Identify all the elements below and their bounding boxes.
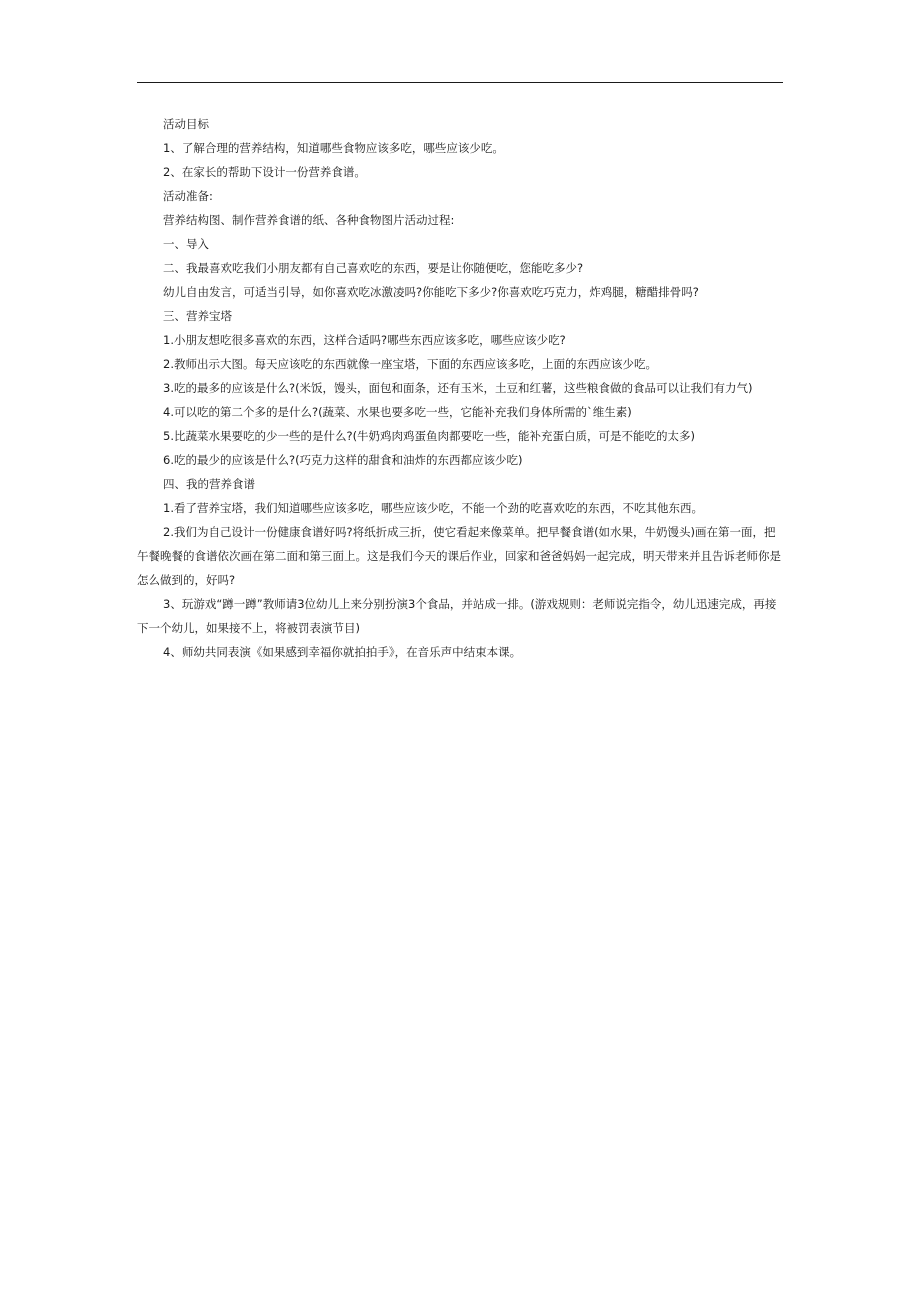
pagoda-item-1: 1.小朋友想吃很多喜欢的东西，这样合适吗?哪些东西应该多吃，哪些应该少吃? — [163, 333, 566, 347]
pagoda-item-4: 4.可以吃的第二个多的是什么?(蔬菜、水果也要多吃一些，它能补充我们身体所需的`维生素) — [163, 405, 632, 419]
header-rule — [137, 82, 783, 83]
step-heading-favorite-food: 二、我最喜欢吃我们小朋友都有自己喜欢吃的东西，要是让你随便吃，您能吃多少? — [163, 261, 584, 275]
step-heading-nutrition-pagoda: 三、营养宝塔 — [163, 309, 232, 323]
pagoda-item-3: 3.吃的最多的应该是什么?(米饭，馒头，面包和面条，还有玉米，土豆和红薯，这些粮食做的食品可以让我们有力气) — [163, 381, 753, 395]
document-body — [137, 112, 785, 664]
recipe-item-4: 4、师幼共同表演《如果感到幸福你就拍拍手》，在音乐声中结束本课。 — [163, 645, 522, 659]
preparation-text: 营养结构图、制作营养食谱的纸、各种食物图片活动过程: — [163, 213, 455, 227]
recipe-item-1: 1.看了营养宝塔，我们知道哪些应该多吃，哪些应该少吃，不能一个劲的吃喜欢吃的东西，不吃其他东西。 — [163, 501, 703, 515]
pagoda-item-2: 2.教师出示大图。每天应该吃的东西就像一座宝塔，下面的东西应该多吃，上面的东西应该少吃。 — [163, 357, 657, 371]
goal-item-2: 2、在家长的帮助下设计一份营养食谱。 — [163, 165, 366, 179]
recipe-item-2: 2.我们为自己设计一份健康食谱好吗?将纸折成三折，使它看起来像菜单。把早餐食谱(如水果，牛奶馒头)画在第一面，把午餐晚餐的食谱依次画在第二面和第三面上。这是我们今天的课后作业，回家和爸爸妈妈一起完成，明天带来并且告诉老师你是怎么做到的，好吗? — [137, 525, 781, 587]
step-heading-intro: 一、导入 — [163, 237, 209, 251]
section-heading-goals: 活动目标 — [163, 117, 209, 131]
pagoda-item-5: 5.比蔬菜水果要吃的少一些的是什么?(牛奶鸡肉鸡蛋鱼肉都要吃一些，能补充蛋白质，可是不能吃的太多) — [163, 429, 696, 443]
step-heading-my-recipe: 四、我的营养食谱 — [163, 477, 255, 491]
free-speech-paragraph: 幼儿自由发言，可适当引导，如你喜欢吃冰激凌吗?你能吃下多少?你喜欢吃巧克力，炸鸡腿，糖醋排骨吗? — [163, 285, 699, 299]
recipe-item-3: 3、玩游戏“蹲一蹲”教师请3位幼儿上来分别扮演3个食品，并站成一排。(游戏规则：老师说完指令，幼儿迅速完成，再接下一个幼儿，如果接不上，将被罚表演节目) — [137, 597, 777, 635]
section-heading-preparation: 活动准备: — [163, 189, 213, 203]
goal-item-1: 1、了解合理的营养结构，知道哪些食物应该多吃，哪些应该少吃。 — [163, 141, 504, 155]
pagoda-item-6: 6.吃的最少的应该是什么?(巧克力这样的甜食和油炸的东西都应该少吃) — [163, 453, 523, 467]
